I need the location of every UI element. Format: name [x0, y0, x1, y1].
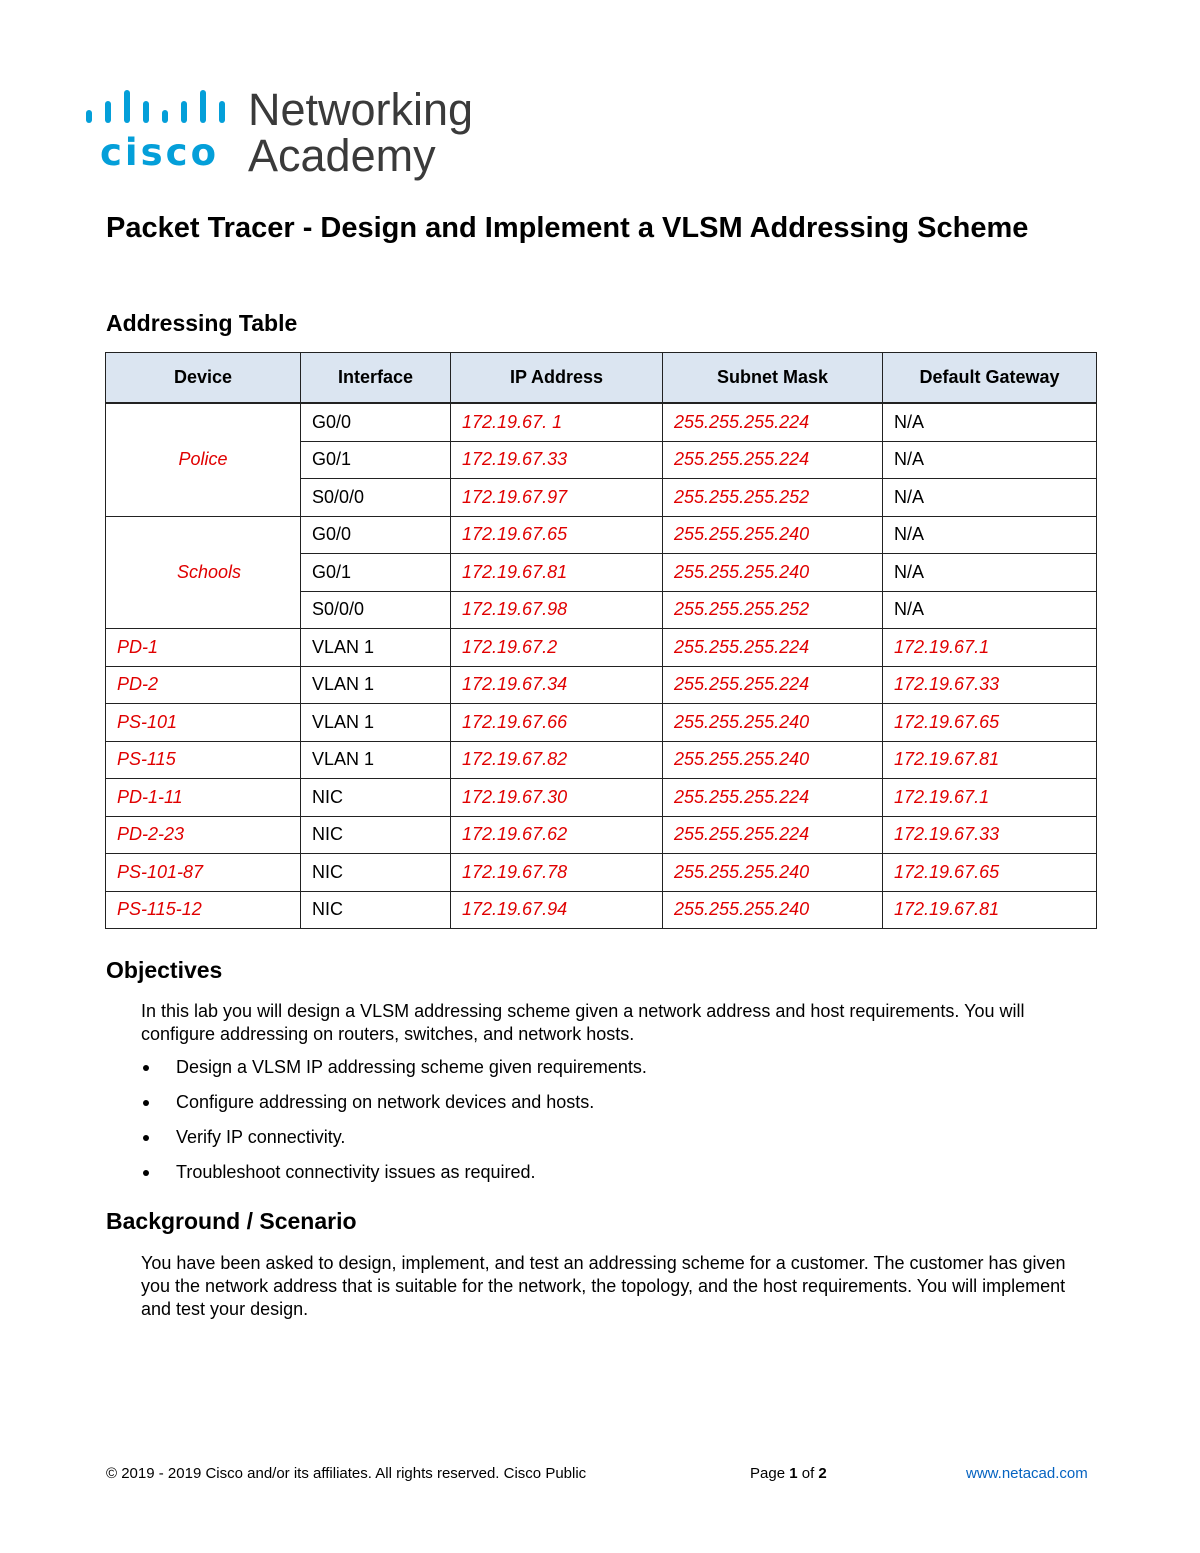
device-cell: Police: [106, 403, 301, 516]
mask-cell: 255.255.255.224: [663, 629, 883, 667]
interface-cell: NIC: [301, 816, 451, 854]
mask-cell: 255.255.255.240: [663, 741, 883, 779]
footer-page-prefix: Page: [750, 1465, 786, 1482]
device-cell: PD-2-23: [106, 816, 301, 854]
cisco-bars-icon: [84, 88, 234, 128]
footer-page-total: 2: [818, 1465, 827, 1482]
mask-cell: 255.255.255.224: [663, 441, 883, 479]
table-row: [106, 704, 1097, 742]
table-row: [106, 891, 1097, 929]
ip-cell: 172.19.67.62: [451, 816, 663, 854]
objectives-list: [141, 1056, 1041, 1196]
mask-cell: 255.255.255.224: [663, 666, 883, 704]
ip-cell: 172.19.67.81: [451, 554, 663, 592]
gateway-cell: 172.19.67.33: [883, 816, 1097, 854]
footer-page-of: of: [801, 1465, 815, 1482]
list-item: [141, 1126, 1041, 1149]
logo-wordmark-cisco: cisco: [100, 131, 219, 174]
gateway-cell: N/A: [883, 554, 1097, 592]
cisco-networking-academy-logo: [84, 84, 474, 183]
interface-cell: G0/1: [301, 441, 451, 479]
mask-cell: 255.255.255.240: [663, 516, 883, 554]
device-cell: PS-115-12: [106, 891, 301, 929]
interface-cell: S0/0/0: [301, 479, 451, 517]
interface-cell: VLAN 1: [301, 704, 451, 742]
mask-cell: 255.255.255.252: [663, 479, 883, 517]
gateway-cell: 172.19.67.81: [883, 741, 1097, 779]
mask-cell: 255.255.255.240: [663, 554, 883, 592]
interface-cell: VLAN 1: [301, 629, 451, 667]
ip-cell: 172.19.67.97: [451, 479, 663, 517]
list-item: [141, 1161, 1041, 1184]
addressing-table-heading: Addressing Table: [106, 310, 298, 336]
column-header-default-gateway: Default Gateway: [883, 353, 1097, 404]
bullet-icon: [143, 1065, 149, 1071]
ip-cell: 172.19.67.2: [451, 629, 663, 667]
table-row: [106, 816, 1097, 854]
device-cell: Schools: [106, 516, 301, 629]
bullet-icon: [143, 1170, 149, 1176]
column-header-ip-address: IP Address: [451, 353, 663, 404]
objectives-heading: Objectives: [106, 957, 223, 983]
addressing-table: [105, 352, 1097, 929]
interface-cell: G0/0: [301, 516, 451, 554]
list-item-text: Configure addressing on network devices and hosts.: [176, 1092, 595, 1112]
column-header-interface: Interface: [301, 353, 451, 404]
ip-cell: 172.19.67. 1: [451, 403, 663, 441]
interface-cell: NIC: [301, 891, 451, 929]
gateway-cell: 172.19.67.33: [883, 666, 1097, 704]
gateway-cell: 172.19.67.65: [883, 854, 1097, 892]
ip-cell: 172.19.67.65: [451, 516, 663, 554]
list-item: [141, 1091, 1041, 1114]
column-header-subnet-mask: Subnet Mask: [663, 353, 883, 404]
gateway-cell: N/A: [883, 479, 1097, 517]
device-cell: PS-101-87: [106, 854, 301, 892]
list-item-text: Verify IP connectivity.: [176, 1127, 346, 1147]
device-cell: PD-1-11: [106, 779, 301, 817]
document-title: Packet Tracer - Design and Implement a VLSM Addressing Scheme: [106, 212, 1029, 244]
bullet-icon: [143, 1135, 149, 1141]
footer-copyright: © 2019 - 2019 Cisco and/or its affiliates. All rights reserved. Cisco Public: [106, 1465, 587, 1482]
mask-cell: 255.255.255.240: [663, 704, 883, 742]
device-cell: PD-2: [106, 666, 301, 704]
ip-cell: 172.19.67.33: [451, 441, 663, 479]
column-header-device: Device: [106, 353, 301, 404]
ip-cell: 172.19.67.30: [451, 779, 663, 817]
ip-cell: 172.19.67.98: [451, 591, 663, 629]
background-heading: Background / Scenario: [106, 1208, 357, 1234]
table-row: [106, 629, 1097, 667]
footer-netacad-link[interactable]: www.netacad.com: [966, 1465, 1088, 1482]
ip-cell: 172.19.67.94: [451, 891, 663, 929]
logo-text-academy: Academy: [248, 130, 436, 181]
mask-cell: 255.255.255.240: [663, 854, 883, 892]
mask-cell: 255.255.255.252: [663, 591, 883, 629]
interface-cell: NIC: [301, 854, 451, 892]
ip-cell: 172.19.67.82: [451, 741, 663, 779]
table-row: [106, 779, 1097, 817]
gateway-cell: N/A: [883, 441, 1097, 479]
interface-cell: G0/0: [301, 403, 451, 441]
list-item: [141, 1056, 1041, 1079]
ip-cell: 172.19.67.78: [451, 854, 663, 892]
mask-cell: 255.255.255.240: [663, 891, 883, 929]
gateway-cell: 172.19.67.1: [883, 629, 1097, 667]
background-text: You have been asked to design, implement, and test an addressing scheme for a customer. The customer has given you the network address that is suitable for the network, the topology, and the host requirements. You will implement and test your design.: [141, 1253, 1066, 1319]
table-row: [106, 666, 1097, 704]
gateway-cell: 172.19.67.81: [883, 891, 1097, 929]
gateway-cell: N/A: [883, 516, 1097, 554]
table-header-row: [106, 353, 1097, 404]
device-cell: PD-1: [106, 629, 301, 667]
mask-cell: 255.255.255.224: [663, 403, 883, 441]
mask-cell: 255.255.255.224: [663, 779, 883, 817]
gateway-cell: N/A: [883, 591, 1097, 629]
gateway-cell: N/A: [883, 403, 1097, 441]
bullet-icon: [143, 1100, 149, 1106]
ip-cell: 172.19.67.34: [451, 666, 663, 704]
mask-cell: 255.255.255.224: [663, 816, 883, 854]
table-row: [106, 741, 1097, 779]
list-item-text: Troubleshoot connectivity issues as required.: [176, 1162, 536, 1182]
device-cell: PS-101: [106, 704, 301, 742]
interface-cell: S0/0/0: [301, 591, 451, 629]
interface-cell: NIC: [301, 779, 451, 817]
list-item-text: Design a VLSM IP addressing scheme given requirements.: [176, 1057, 647, 1077]
ip-cell: 172.19.67.66: [451, 704, 663, 742]
interface-cell: VLAN 1: [301, 741, 451, 779]
interface-cell: G0/1: [301, 554, 451, 592]
objectives-intro: In this lab you will design a VLSM addressing scheme given a network address and host requirements. You will configure addressing on routers, switches, and network hosts.: [141, 1001, 1025, 1044]
table-row: [106, 854, 1097, 892]
logo-text-networking: Networking: [248, 84, 474, 135]
gateway-cell: 172.19.67.65: [883, 704, 1097, 742]
footer-page-current: 1: [789, 1465, 798, 1482]
gateway-cell: 172.19.67.1: [883, 779, 1097, 817]
footer-page-number: [750, 1465, 827, 1483]
interface-cell: VLAN 1: [301, 666, 451, 704]
table-row: [106, 403, 1097, 441]
table-row: [106, 516, 1097, 554]
device-cell: PS-115: [106, 741, 301, 779]
